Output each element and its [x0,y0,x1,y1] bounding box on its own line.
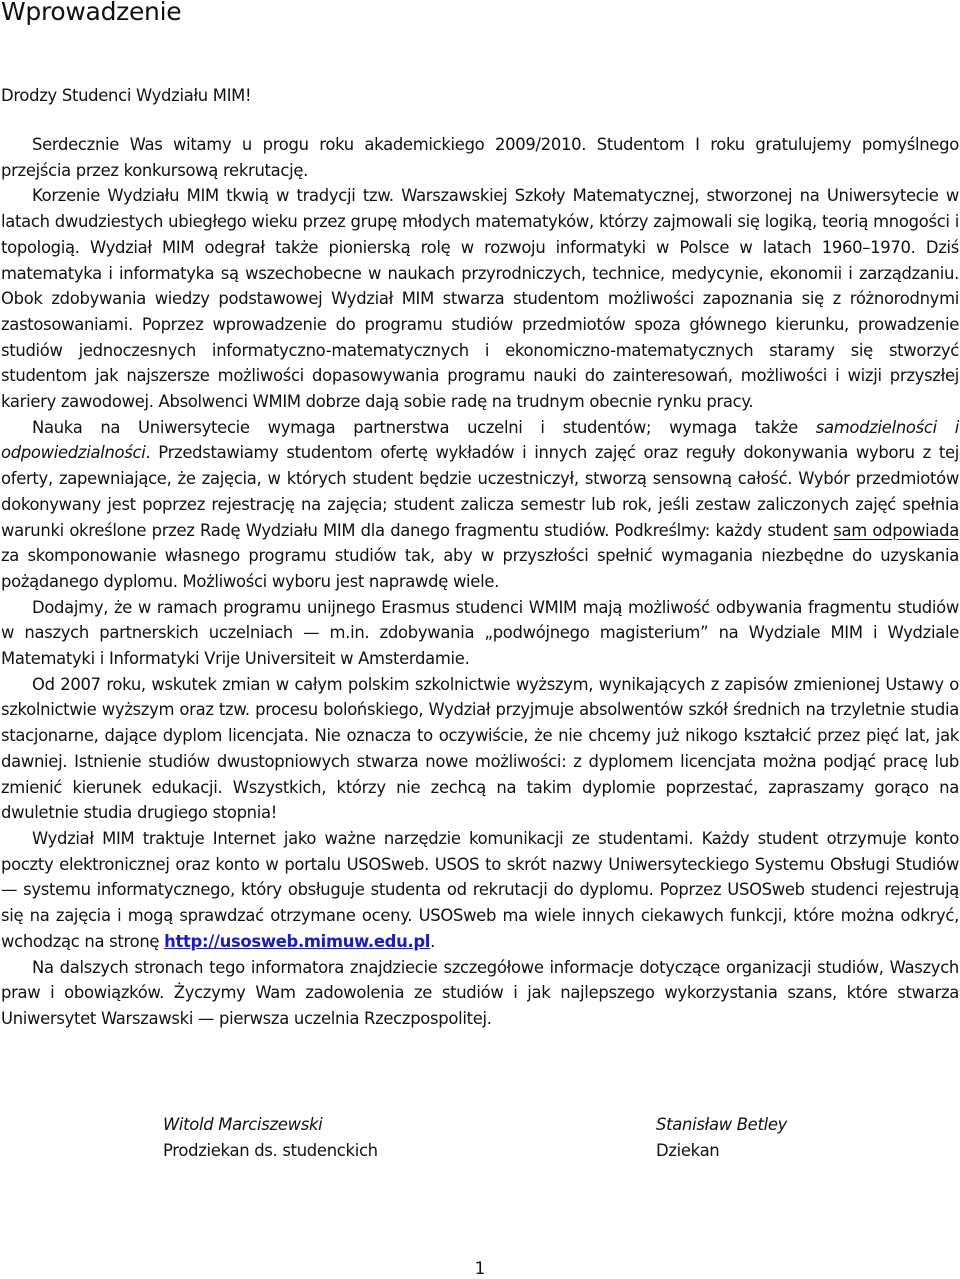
paragraph-responsibility [1,415,959,595]
signatory-name: Witold Marciszewski [163,1115,323,1134]
underlined-text: sam odpowiada [833,520,959,540]
paragraph-bologna: Od 2007 roku, wskutek zmian w całym polskim szkolnictwie wyższym, wynikających z zapisów zmienionej Ustawy o szkolnictwie wyższym oraz tzw. procesu bolońskiego, Wydział przyjmuje absolwentów szkół średnich na trzyletnie studia stacjonarne, dające dyplom licencjata. Nie oznacza to oczywiście, że nie chcemy już nikogo kształcić przez pięć lat, jak dawniej. Istnienie studiów dwustopniowych stwarza nowe możliwości: z dyplomem licencjata można podjąć pracę lub zmienić kierunek edukacji. Wszystkich, którzy nie zechcą na takim dyplomie poprzestać, zapraszamy gorąco na dwuletnie studia drugiego stopnia! [1,674,959,823]
text-span: za skomponowanie własnego programu studiów tak, aby w przyszłości spełnić wymagania niezbędne do uzyskania pożądanego dyplomu. Możliwości wyboru jest naprawdę wiele. [1,546,959,591]
text-span: . Przedstawiamy studentom ofertę wykładów i innych zajęć oraz reguły dokonywania wyboru z tej oferty, zapewniające, że zajęcia, w których student będzie uczestniczył, stworzą sensowną całość. Wybór przedmiotów dokonywany jest poprzez rejestrację na zajęcia; student zalicza semestr lub rok, jeśli zestaw zaliczonych zajęć spełnia warunki określone przez Radę Wydziału MIM dla danego fragmentu studiów. Podkreślmy: każdy student [1,443,959,540]
letter-body [1,132,959,1032]
paragraph-erasmus: Dodajmy, że w ramach programu unijnego Erasmus studenci WMIM mają możliwość odbywania fragmentu studiów w naszych partnerskich uczelniach — m.in. zdobywania „podwójnego magisterium” na Wydziale MIM i Wydziale Matematyki i Informatyki Vrije Universiteit w Amsterdamie. [1,597,959,669]
signature-dean [656,1112,787,1164]
paragraph-usosweb [1,826,959,955]
text-span: Wydział MIM traktuje Internet jako ważne narzędzie komunikacji ze studentami. Każdy student otrzymuje konto poczty elektronicznej oraz konto w portalu USOSweb. USOS to skrót nazwy Uniwersyteckiego Systemu Obsługi Studiów — systemu informatycznego, który obsługuje studenta od rekrutacji do dyplomu. Poprzez USOSweb studenci rejestrują się na zajęcia i mogą sprawdzać otrzymane oceny. USOSweb ma wiele innych ciekawych funkcji, które można odkryć, wchodząc na stronę [1,828,959,951]
page-title: Wprowadzenie [1,0,182,26]
signatory-role: Prodziekan ds. studenckich [163,1141,378,1160]
paragraph-closing: Na dalszych stronach tego informatora znajdziecie szczegółowe informacje dotyczące organizacji studiów, Waszych praw i obowiązków. Życzymy Wam zadowolenia ze studiów i jak najlepszego wykorzystania szans, które stwarza Uniwersytet Warszawski — pierwsza uczelnia Rzeczpospolitej. [1,957,959,1028]
signatory-role: Dziekan [656,1141,720,1160]
page-number: 1 [474,1259,486,1278]
signatory-name: Stanisław Betley [656,1115,788,1134]
usosweb-link[interactable]: http://usosweb.mimuw.edu.pl [164,931,431,951]
paragraph-welcome: Serdecznie Was witamy u progu roku akademickiego 2009/2010. Studentom I roku gratulujemy pomyślnego przejścia przez konkursową rekrutację. [1,135,959,180]
text-span: . [430,931,436,951]
paragraph-history: Korzenie Wydziału MIM tkwią w tradycji tzw. Warszawskiej Szkoły Matematycznej, stworzonej na Uniwersytecie w latach dwudziestych ubiegłego wieku przez grupę młodych matematyków, którzy zajmowali się logiką, teorią mnogości i topologią. Wydział MIM odegrał także pionierską rolę w rozwoju informatyki w Polsce w latach 1960–1970. Dziś matematyka i informatyka są wszechobecne w naukach przyrodniczych, technice, medycynie, ekonomii i zarządzaniu. Obok zdobywania wiedzy podstawowej Wydział MIM stwarza studentom możliwości zapoznania się z różnorodnymi zastosowaniami. Poprzez wprowadzenie do programu studiów przedmiotów spoza głównego kierunku, prowadzenie studiów jednoczesnych informatyczno-matematycznych i ekonomiczno-matematycznych staramy się stworzyć studentom jak najszersze możliwości dopasowywania programu nauki do zainteresowań, możliwości i wizji przyszłej kariery zawodowej. Absolwenci WMIM dobrze dają sobie radę na trudnym obecnie rynku pracy. [1,186,959,412]
greeting: Drodzy Studenci Wydziału MIM! [1,86,252,105]
text-span: Nauka na Uniwersytecie wymaga partnerstwa uczelni i studentów; wymaga także [32,417,816,437]
emphasis-text: samodzielności i odpowiedzialności [1,417,960,463]
signature-vice-dean [163,1112,378,1164]
